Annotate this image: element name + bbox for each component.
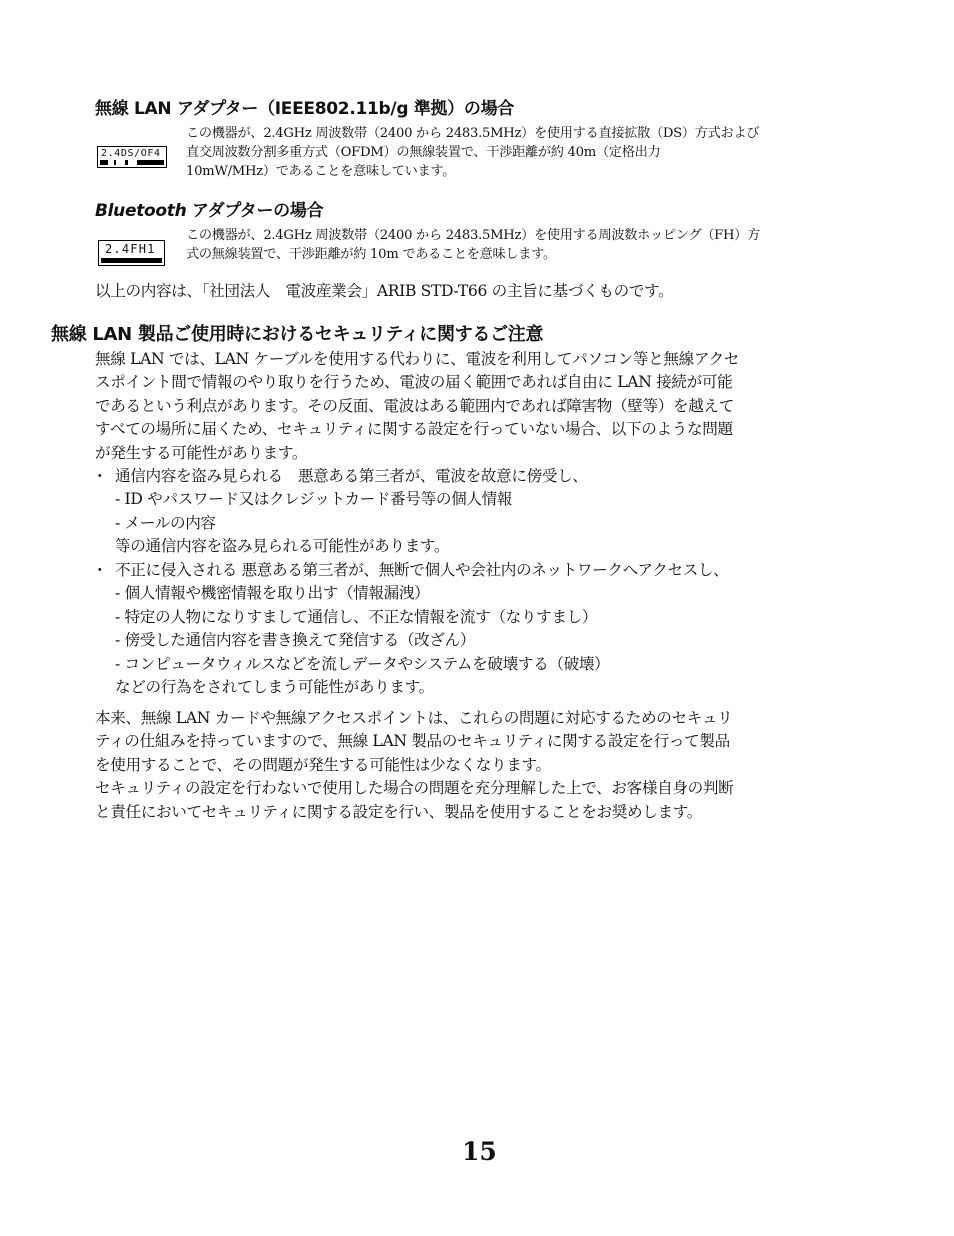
arib-note: 以上の内容は、「社団法人 電波産業会」ARIB STD-T66 の主旨に基づくものです。: [95, 282, 674, 300]
text-line: スポイント間で情報のやり取りを行うため、電波の届く範囲であれば自由に LAN 接続が可能: [95, 373, 733, 392]
text-line: を使用することで、その問題が発生する可能性は少なくなります。: [95, 755, 551, 774]
list-item: - コンピュータウィルスなどを流しデータやシステムを破壊する（破壊）: [115, 654, 610, 673]
text-line: 10mW/MHz）であることを意味しています。: [186, 164, 456, 179]
bullet-closing: などの行為をされてしまう可能性があります。: [115, 678, 434, 697]
list-item: - 特定の人物になりすまして通信し、不正な情報を流す（なりすまし）: [115, 607, 598, 626]
frequency-badge-ds-of4: [97, 146, 167, 168]
security-recommendation: [95, 707, 733, 824]
frequency-badge-label: 2.4DS/OF4: [101, 148, 161, 159]
bluetooth-word: Bluetooth: [95, 201, 187, 221]
text-line: 本来、無線 LAN カードや無線アクセスポイントは、これらの問題に対応するためのセキュリ: [95, 709, 733, 727]
text-line: すべての場所に届くため、セキュリティに関する設定を行っていない場合、以下のような問題: [95, 420, 733, 439]
list-item: - ID やパスワード又はクレジットカード番号等の個人情報: [115, 490, 513, 509]
text-line: 無線 LAN では、LAN ケーブルを使用する代わりに、電波を利用してパソコン等と無線アクセ: [95, 350, 740, 368]
frequency-badge-fh1: [98, 240, 165, 266]
text-line: この機器が、2.4GHz 周波数帯（2400 から 2483.5MHz）を使用する周波数ホッピング（FH）方: [186, 228, 760, 243]
bluetooth-adapter-heading: [95, 196, 323, 221]
heading-rest: アダプターの場合: [186, 201, 324, 221]
bullet1-list: [115, 465, 588, 559]
page-number: 15: [462, 1137, 497, 1166]
text-line: 直交周波数分割多重方式（OFDM）の無線装置で、干渉距離が約 40m（定格出力: [186, 145, 661, 160]
text-line: セキュリティの設定を行わないで使用した場合の問題を充分理解した上で、お客様自身の判断: [95, 779, 734, 798]
list-item: - メールの内容: [115, 513, 216, 532]
bullet-mark: ・: [92, 561, 108, 579]
frequency-badge-bar: [101, 258, 162, 263]
text-line: ティの仕組みを持っていますので、無線 LAN 製品のセキュリティに関する設定を行って製品: [95, 732, 730, 751]
text-line: 式の無線装置で、干渉距離が約 10m であることを意味します。: [186, 247, 556, 262]
text-line: この機器が、2.4GHz 周波数帯（2400 から 2483.5MHz）を使用する直接拡散（DS）方式および: [186, 126, 760, 141]
section2-text: [186, 226, 760, 264]
bullet-text: 通信内容を盗み見られる 悪意ある第三者が、電波を故意に傍受し、: [115, 467, 588, 485]
bullet-closing: 等の通信内容を盗み見られる可能性があります。: [115, 537, 450, 556]
bullet2-list: [115, 559, 728, 699]
wireless-lan-adapter-heading: 無線 LAN アダプター（IEEE802.11b/g 準拠）の場合: [95, 99, 515, 119]
text-line: が発生する可能性があります。: [95, 443, 308, 462]
list-item: - 傍受した通信内容を書き換えて発信する（改ざん）: [115, 631, 476, 650]
list-item: - 個人情報や機密情報を取り出す（情報漏洩）: [115, 584, 430, 603]
frequency-badge-label: 2.4FH1: [105, 242, 156, 256]
frequency-badge-bar: [100, 160, 164, 165]
section1-text: [186, 124, 759, 181]
bullet-text: 不正に侵入される 悪意ある第三者が、無断で個人や会社内のネットワークへアクセスし、: [115, 561, 729, 579]
text-line: であるという利点があります。その反面、電波はある範囲内であれば障害物（壁等）を越えて: [95, 396, 734, 415]
text-line: と責任においてセキュリティに関する設定を行い、製品を使用することをお奨めします。: [95, 802, 702, 821]
security-intro: [95, 348, 739, 465]
bullet-mark: ・: [92, 467, 108, 485]
security-heading: 無線 LAN 製品ご使用時におけるセキュリティに関するご注意: [51, 324, 544, 345]
